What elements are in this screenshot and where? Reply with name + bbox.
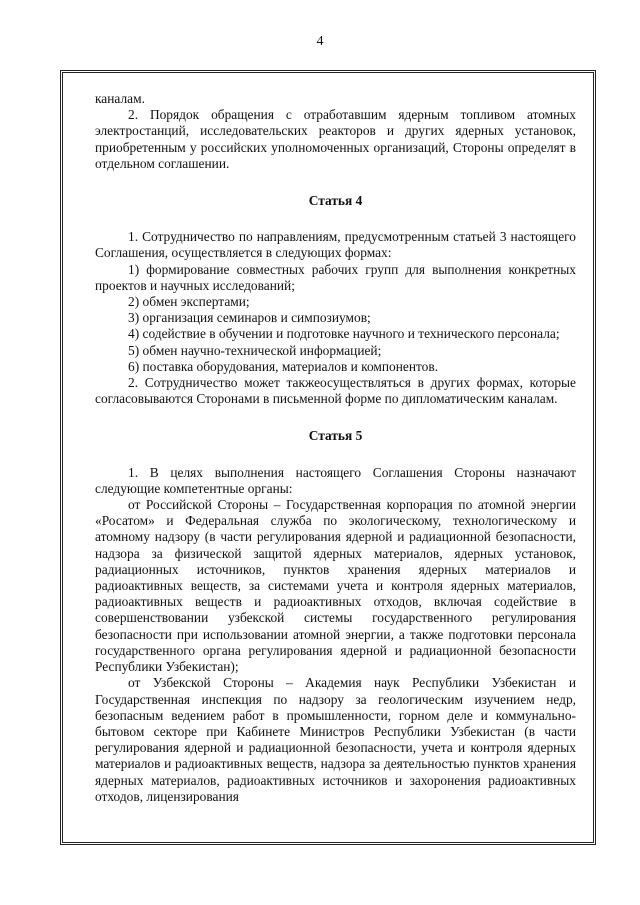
article-4-item-3: 3) организация семинаров и симпозиумов; [128, 310, 371, 326]
article-5-heading: Статья 5 [308, 428, 363, 444]
document-body [95, 91, 576, 805]
article-5-intro: 1. В целях выполнения настоящего Соглашения Стороны назначают следующие компетентные органы: [95, 464, 576, 496]
article-4-intro: 1. Сотрудничество по направлениям, предусмотренным статьей 3 настоящего Соглашения, осуществляется в следующих формах: [95, 229, 576, 261]
article-5-uzbek-side: от Узбекской Стороны – Академия наук Республики Узбекистан и Государственная инспекция по надзору за геологическим изучением недр, безопасным ведением работ в промышленности, горном деле и коммунально-бытовом секторе при Кабинете Министров Республики Узбекистан (в части регулирования ядерной и радиационной безопасности, учета и контроля ядерных материалов и радиоактивных веществ, надзора за деятельностью пунктов хранения ядерных материалов, радиоактивных источников и захоронения радиоактивных отходов, лицензирования [95, 675, 576, 804]
article-4-item-1: 1) формирование совместных рабочих групп для выполнения конкретных проектов и научных исследований; [95, 261, 576, 293]
article-4-item-6: 6) поставка оборудования, материалов и компонентов. [128, 358, 439, 374]
article-4-item-5: 5) обмен научно-технической информацией; [128, 342, 382, 358]
article-4-heading: Статья 4 [308, 193, 363, 209]
paragraph-spent-fuel: 2. Порядок обращения с отработавшим ядерным топливом атомных электростанций, исследовательских реакторов и других ядерных установок, приобретенным у российских уполномоченных организаций, Стороны определят в отдельном соглашении. [95, 107, 576, 171]
page-number: 4 [316, 34, 324, 49]
article-5-russian-side: от Российской Стороны – Государственная корпорация по атомной энергии «Росатом» и Федеральная служба по экологическому, технологическому и атомному надзору (в части регулирования ядерной и радиационной безопасности, надзора за физической защитой ядерных материалов, ядерных установок, радиационных источников, пунктов хранения ядерных материалов и радиоактивных веществ, за системами учета и контроля ядерных материалов, радиоактивных веществ и радиоактивных отходов, включая содействие в совершенствовании узбекской системы государственного регулирования безопасности при использовании атомной энергии, а также подготовки персонала государственного органа регулирования ядерной и радиационной безопасности Республики Узбекистан); [95, 497, 576, 675]
continuation-text: каналам. [95, 91, 145, 106]
article-4-item-4: 4) содействие в обучении и подготовке научного и технического персонала; [128, 326, 560, 342]
article-4-para-2: 2. Сотрудничество может такжеосуществляться в других формах, которые согласовываются Сторонами в письменной форме по дипломатическим каналам. [95, 375, 576, 407]
article-4-item-2: 2) обмен экспертами; [128, 294, 250, 310]
